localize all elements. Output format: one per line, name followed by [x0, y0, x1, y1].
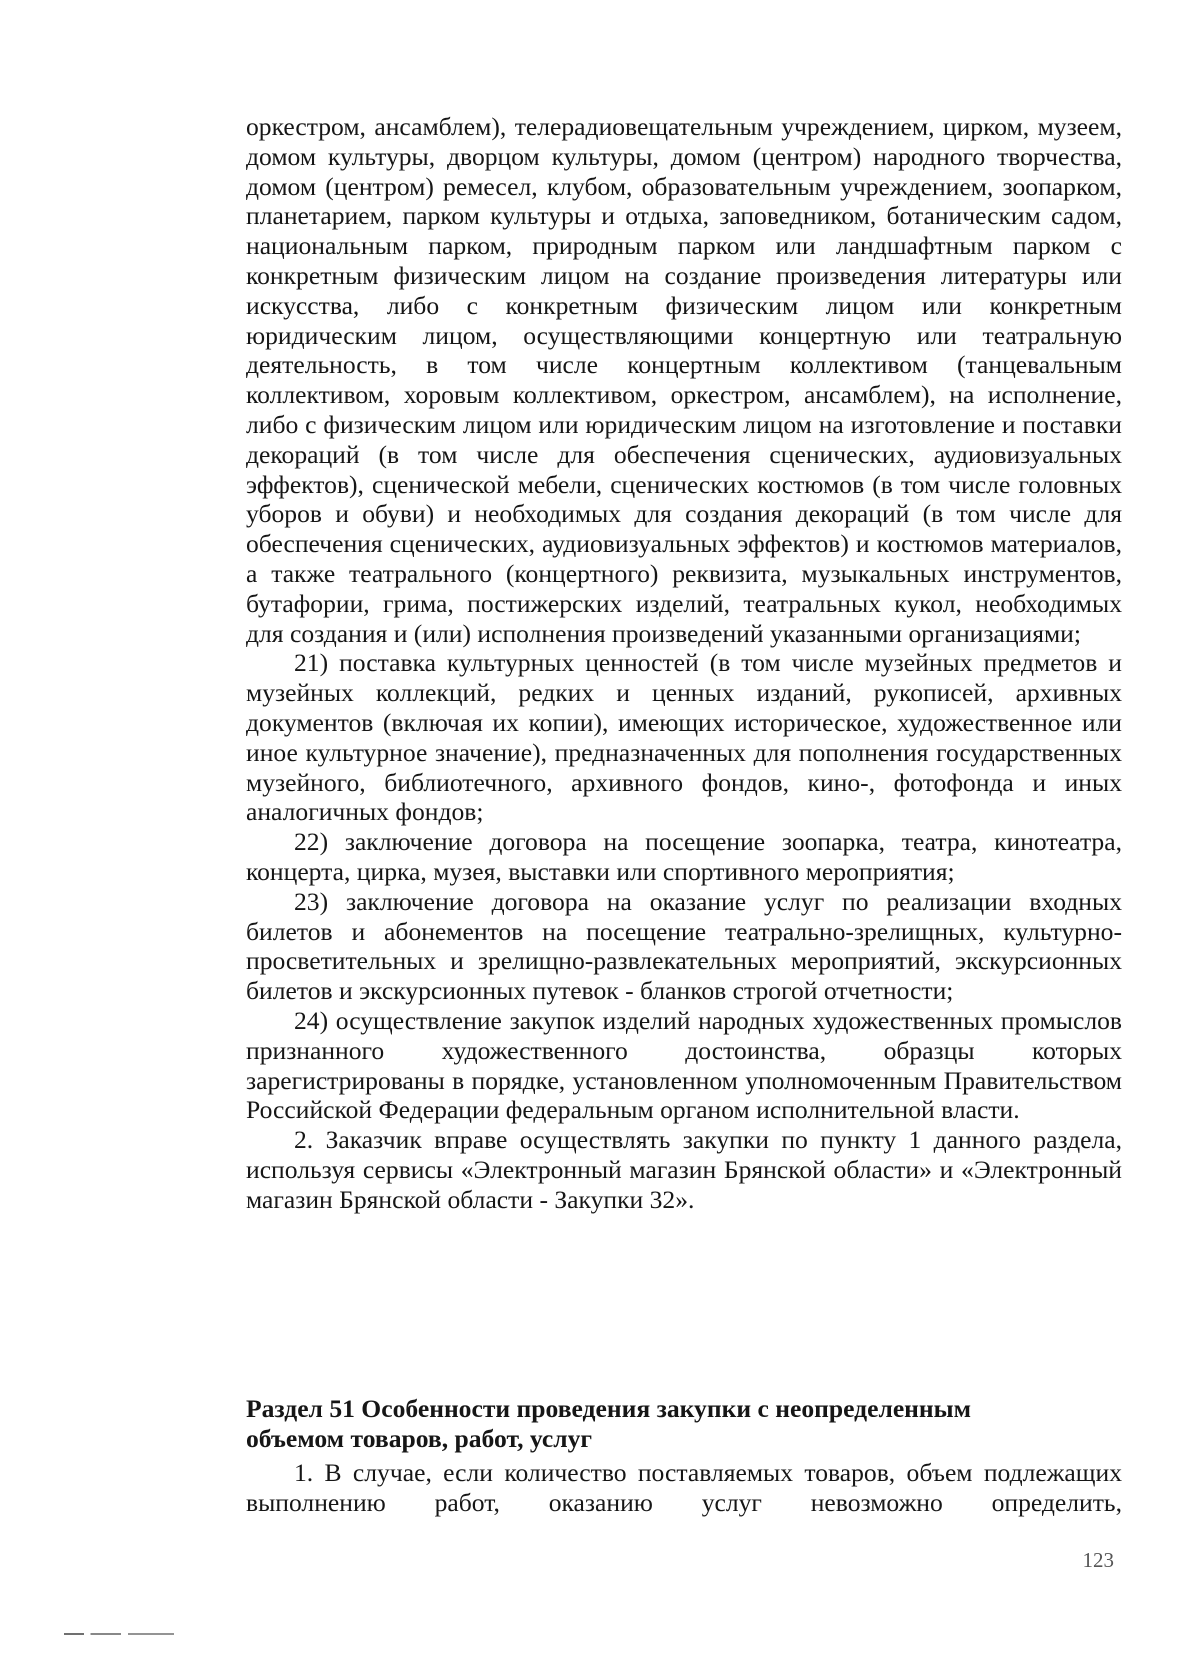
document-body — [246, 112, 1122, 1214]
page-number: 123 — [1082, 1548, 1114, 1572]
paragraph-clause-2: 2. Заказчик вправе осуществлять закупки по пункту 1 данного раздела, используя сервисы «Электронный магазин Брянской области» и «Электронный магазин Брянской области - Закупки 32». — [246, 1125, 1122, 1214]
section-heading-line-1: Раздел 51 Особенности проведения закупки с неопределенным — [246, 1394, 972, 1423]
section-heading-line-2: объемом товаров, работ, услуг — [246, 1424, 593, 1453]
scan-artifact-line — [64, 1633, 174, 1635]
paragraph-continuation: оркестром, ансамблем), телерадиовещательным учреждением, цирком, музеем, домом культуры, дворцом культуры, домом (центром) народного творчества, домом (центром) ремесел, клубом, образовательным учреждением, зоопарком, планетарием, парком культуры и отдыха, заповедником, ботаническим садом, национальным парком, природным парком или ландшафтным парком с конкретным физическим лицом на создание произведения литературы или искусства, либо с конкретным физическим лицом или конкретным юридическим лицом, осуществляющими концертную или театральную деятельность, в том числе концертным коллективом (танцевальным коллективом, хоровым коллективом, оркестром, ансамблем), на исполнение, либо с физическим лицом или юридическим лицом на изготовление и поставки декораций (в том числе для обеспечения сценических, аудиовизуальных эффектов), сценической мебели, сценических костюмов (в том числе головных уборов и обуви) и необходимых для создания декораций (в том числе для обеспечения сценических, аудиовизуальных эффектов) и костюмов материалов, а также театрального (концертного) реквизита, музыкальных инструментов, бутафории, грима, постижерских изделий, театральных кукол, необходимых для создания и (или) исполнения произведений указанными организациями; — [246, 112, 1122, 648]
paragraph-item-24: 24) осуществление закупок изделий народных художественных промыслов признанного художественного достоинства, образцы которых зарегистрированы в порядке, установленном уполномоченным Правительством Российской Федерации федеральным органом исполнительной власти. — [246, 1005, 1122, 1125]
paragraph-item-21: 21) поставка культурных ценностей (в том числе музейных предметов и музейных коллекций, редких и ценных изданий, рукописей, архивных документов (включая их копии), имеющих историческое, художественное или иное культурное значение), предназначенных для пополнения государственных музейного, библиотечного, архивного фондов, кино-, фотофонда и иных аналогичных фондов; — [246, 648, 1122, 827]
section-heading — [246, 1394, 1122, 1454]
paragraph-item-22: 22) заключение договора на посещение зоопарка, театра, кинотеатра, концерта, цирка, музея, выставки или спортивного мероприятия; — [246, 827, 1122, 886]
paragraph-item-23: 23) заключение договора на оказание услуг по реализации входных билетов и абонементов на посещение театрально-зрелищных, культурно-просветительных и зрелищно-развлекательных мероприятий, экскурсионных билетов и экскурсионных путевок - бланков строгой отчетности; — [246, 886, 1122, 1006]
section-paragraph-1: 1. В случае, если количество поставляемых товаров, объем подлежащих выполнению работ, оказанию услуг невозможно определить, — [246, 1458, 1122, 1517]
section-body — [246, 1458, 1122, 1518]
